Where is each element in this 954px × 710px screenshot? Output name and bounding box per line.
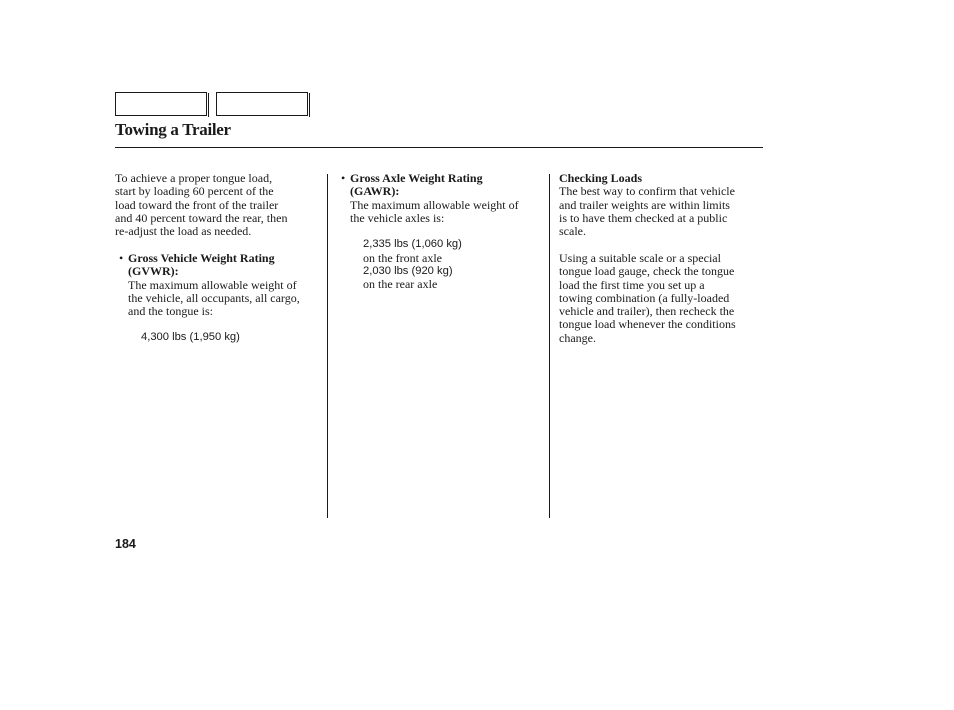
checking-loads-paragraph-2: Using a suitable scale or a special tongue load gauge, check the tongue load the first time you set up a towing combination (a fully-loaded vehicle and trailer), then recheck the tongue load whenever the conditions change. — [559, 251, 736, 345]
gawr-front-value: 2,335 lbs (1,060 kg) — [363, 238, 462, 250]
title-rule — [115, 147, 763, 148]
gvwr-value: 4,300 lbs (1,950 kg) — [141, 331, 240, 343]
gawr-section: Gross Axle Weight Rating (GAWR): The maximum allowable weight of the vehicle axles is: — [350, 171, 519, 225]
gawr-rear-value: 2,030 lbs (920 kg) — [363, 265, 453, 277]
intro-paragraph: To achieve a proper tongue load, start by loading 60 percent of the load toward the front of the trailer and 40 percent toward the rear, then re-adjust the load as needed. — [115, 171, 288, 239]
column-divider-2 — [549, 174, 550, 518]
gvwr-section: Gross Vehicle Weight Rating (GVWR): The maximum allowable weight of the vehicle, all occupants, all cargo, and the tongue is: — [128, 251, 300, 319]
gawr-heading-abbr: (GAWR): — [350, 184, 400, 199]
column-divider-1 — [327, 174, 328, 518]
gvwr-heading-abbr: (GVWR): — [128, 264, 179, 279]
checking-loads-heading: Checking Loads — [559, 171, 643, 185]
gawr-heading: Gross Axle Weight Rating — [350, 171, 483, 185]
gvwr-bullet: • — [119, 251, 124, 265]
header-tab-box-1 — [115, 92, 207, 116]
gvwr-heading: Gross Vehicle Weight Rating — [128, 251, 275, 265]
gawr-front-label: on the front axle — [363, 251, 442, 265]
page-number: 184 — [115, 537, 136, 551]
gawr-rear-label: on the rear axle — [363, 277, 438, 291]
checking-loads-section: Checking Loads The best way to confirm that vehicle and trailer weights are within limits is to have them checked at a public scale. — [559, 171, 735, 239]
page-title: Towing a Trailer — [115, 120, 231, 139]
gawr-bullet: • — [341, 171, 346, 185]
header-tab-box-2 — [216, 92, 308, 116]
